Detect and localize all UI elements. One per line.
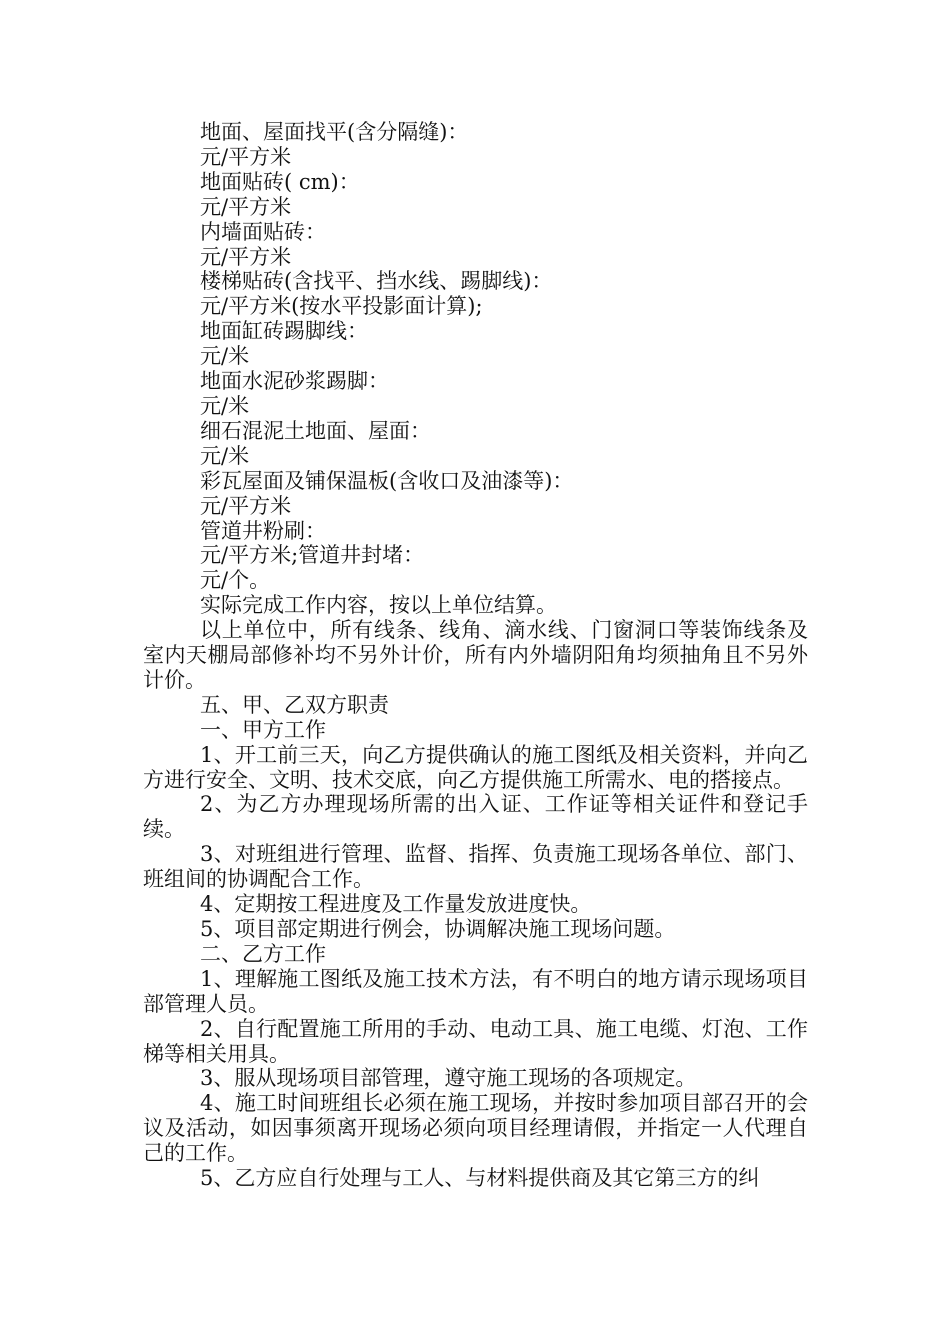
paragraph: 元/平方米;管道井封堵： [200,543,425,568]
paragraph: 4、施工时间班组长必须在施工现场，并按时参加项目部召开的会议及活动，如因事须离开现场必须向项目经理请假，并指定一人代理自己的工作。 [143,1091,808,1166]
paragraph: 元/米 [200,393,250,418]
paragraph: 地面水泥砂浆踢脚： [200,369,389,394]
paragraph: 元/米 [200,443,250,468]
paragraph: 地面缸砖踢脚线： [200,319,368,344]
subsection-heading: 二、乙方工作 [200,941,326,966]
paragraph: 元/米 [200,344,250,369]
section-heading: 五、甲、乙双方职责 [200,692,389,717]
paragraph: 元/平方米 [200,493,292,518]
paragraph: 元/个。 [200,568,271,593]
paragraph: 3、服从现场项目部管理，遵守施工现场的各项规定。 [200,1066,697,1091]
paragraph: 元/平方米 [200,194,292,219]
paragraph: 元/平方米(按水平投影面计算); [200,294,483,319]
paragraph: 元/平方米 [200,244,292,269]
paragraph: 地面、屋面找平(含分隔缝)： [200,120,469,144]
paragraph: 以上单位中，所有线条、线角、滴水线、门窗洞口等装饰线条及室内天棚局部修补均不另外计价，所有内外墙阴阳角均须抽角且不另外计价。 [143,618,808,692]
paragraph: 元/平方米 [200,144,292,169]
paragraph: 管道井粉刷： [200,518,326,543]
paragraph: 彩瓦屋面及铺保温板(含收口及油漆等)： [200,468,574,493]
document-body [143,120,808,1191]
paragraph: 楼梯贴砖(含找平、挡水线、踢脚线)： [200,269,553,294]
paragraph: 5、乙方应自行处理与工人、与材料提供商及其它第三方的纠 [200,1166,760,1191]
paragraph: 内墙面贴砖： [200,219,326,244]
paragraph: 5、项目部定期进行例会，协调解决施工现场问题。 [200,917,676,941]
paragraph: 2、自行配置施工所用的手动、电动工具、施工电缆、灯泡、工作梯等相关用具。 [143,1016,808,1066]
paragraph: 细石混泥土地面、屋面： [200,418,431,443]
paragraph: 实际完成工作内容，按以上单位结算。 [200,593,557,618]
subsection-heading: 一、甲方工作 [200,717,326,742]
paragraph: 2、为乙方办理现场所需的出入证、工作证等相关证件和登记手续。 [143,792,808,842]
paragraph: 1、开工前三天，向乙方提供确认的施工图纸及相关资料，并向乙方进行安全、文明、技术交底，向乙方提供施工所需水、电的搭接点。 [143,742,808,792]
paragraph: 1、理解施工图纸及施工技术方法，有不明白的地方请示现场项目部管理人员。 [143,966,808,1016]
paragraph: 3、对班组进行管理、监督、指挥、负责施工现场各单位、部门、班组间的协调配合工作。 [143,842,808,892]
paragraph: 地面贴砖( cm)： [200,169,360,194]
paragraph: 4、定期按工程进度及工作量发放进度快。 [200,892,592,917]
